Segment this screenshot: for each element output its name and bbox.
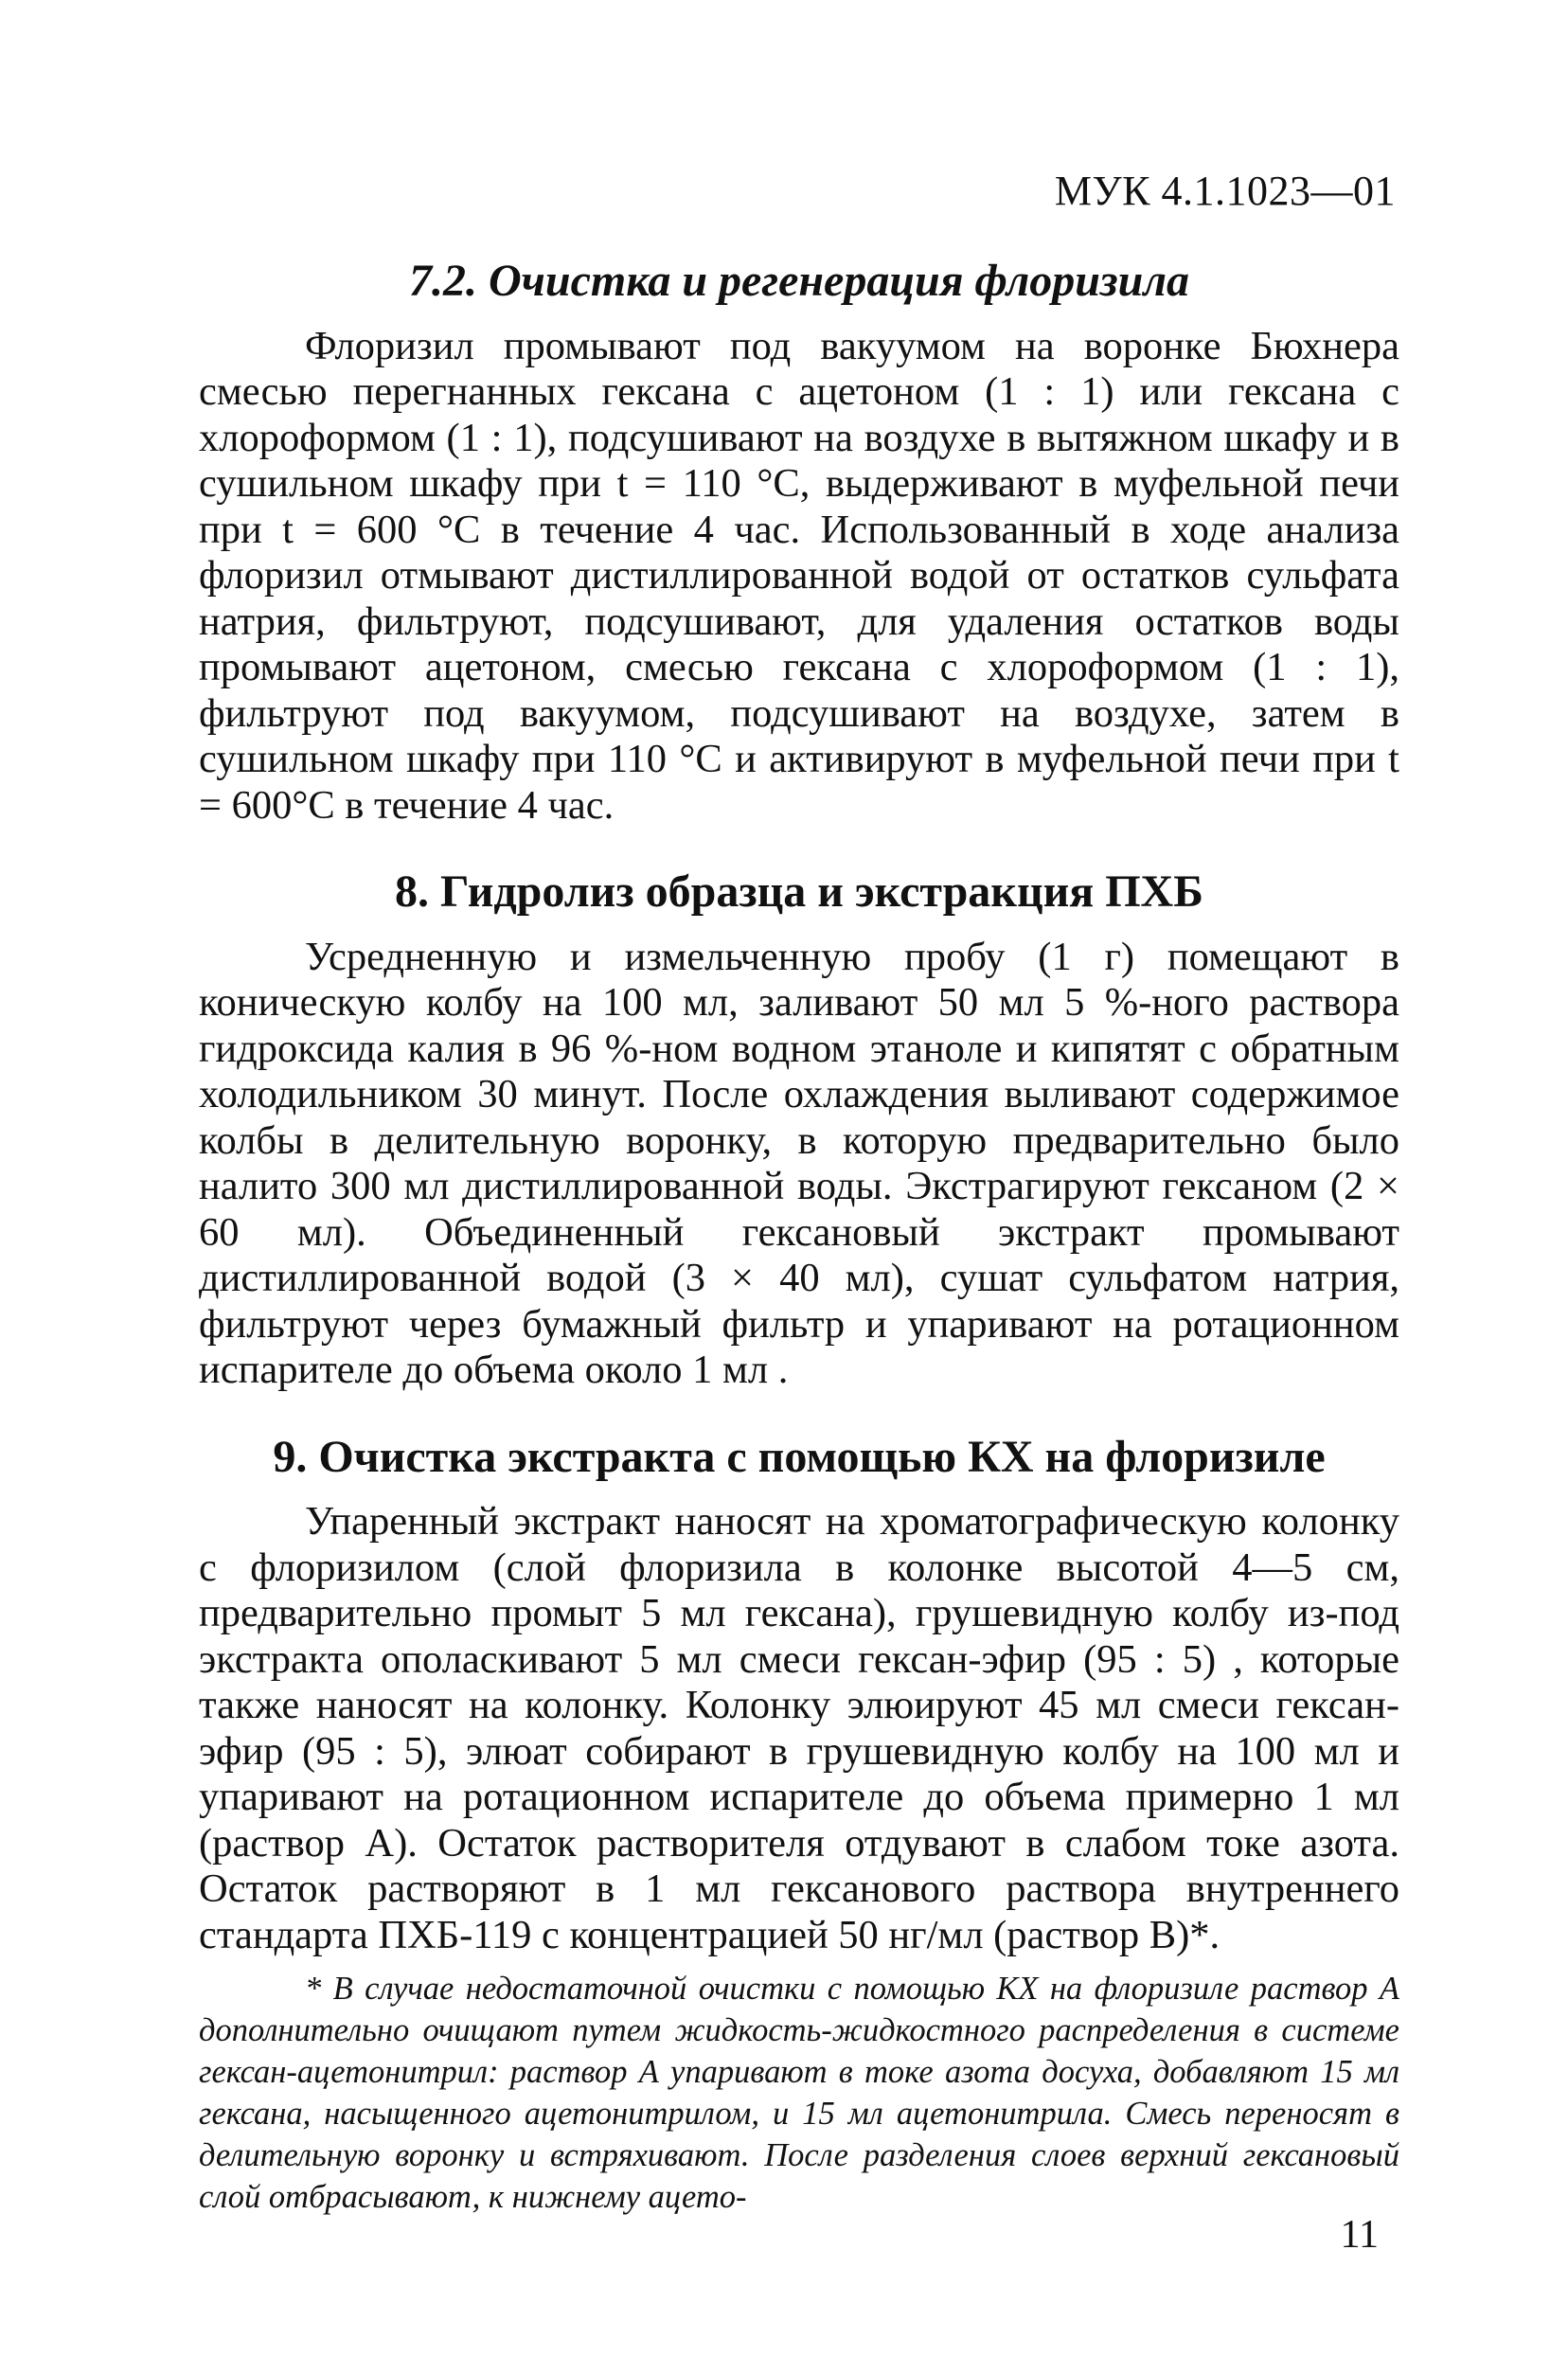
footnote: * В случае недостаточной очистки с помощью КХ на флоризиле раствор А дополнительно очищают путем жидкость-жидкостного распределения в системе гексан-ацетонитрил: раствор А упаривают в токе азота досуха, добавляют 15 мл гексана, насыщенного ацетонитрилом, и 15 мл ацетонитрила. Смесь переносят в делительную воронку и встряхивают. После разделения слоев верхний гексановый слой отбрасывают, к нижнему ацето- <box>199 1971 1399 2216</box>
section-8 <box>199 865 1399 1394</box>
section-9 <box>199 1430 1399 2219</box>
section-7-2 <box>199 254 1399 829</box>
section-heading-8: 8. Гидролиз образца и экстракция ПХБ <box>395 866 1203 918</box>
section-heading-7-2: 7.2. Очистка и регенерация флоризила <box>409 256 1189 306</box>
page-number: 11 <box>1340 2213 1379 2257</box>
section-heading-9: 9. Очистка экстракта с помощью КХ на флоризиле <box>273 1431 1326 1482</box>
section-paragraph-8: Усредненную и измельченную пробу (1 г) помещают в коническую колбу на 100 мл, заливают 50 мл 5 %-ного раствора гидроксида калия в 96 %-ном водном этаноле и кипятят с обратным холодильником 30 минут. После охлаждения выливают содержимое колбы в делительную воронку, в которую предварительно было налито 300 мл дистиллированной воды. Экстрагируют гексаном (2 × 60 мл). Объединенный гексановый экстракт промывают дистиллированной водой (3 × 40 мл), сушат сульфатом натрия, фильтруют через бумажный фильтр и упаривают на ротационном испарителе до объема около 1 мл . <box>199 934 1399 1393</box>
section-paragraph-7-2: Флоризил промывают под вакуумом на воронке Бюхнера смесью перегнанных гексана с ацетоном (1 : 1) или гексана с хлороформом (1 : 1), подсушивают на воздухе в вытяжном шкафу и в сушильном шкафу при t = 110 °С, выдерживают в муфельной печи при t = 600 °С в течение 4 час. Использованный в ходе анализа флоризил отмывают дистиллированной водой от остатков сульфата натрия, фильтруют, подсушивают, для удаления остатков воды промывают ацетоном, смесью гексана с хлороформом (1 : 1), фильтруют под вакуумом, подсушивают на воздухе, затем в сушильном шкафу при 110 °С и активируют в муфельной печи при t = 600°С в течение 4 час. <box>199 323 1399 828</box>
section-paragraph-9: Упаренный экстракт наносят на хроматографическую колонку с флоризилом (слой флоризила в колонке высотой 4—5 см, предварительно промыт 5 мл гексана), грушевидную колбу из-под экстракта ополаскивают 5 мл смеси гексан-эфир (95 : 5) , которые также наносят на колонку. Колонку элюируют 45 мл смеси гексан-эфир (95 : 5), элюат собирают в грушевидную колбу на 100 мл и упаривают на ротационном испарителе до объема примерно 1 мл (раствор А). Остаток растворителя отдувают в слабом токе азота. Остаток растворяют в 1 мл гексанового раствора внутреннего стандарта ПХБ-119 с концентрацией 50 нг/мл (раствор В)*. <box>199 1499 1399 1957</box>
page-content <box>199 254 1399 2218</box>
document-code: МУК 4.1.1023—01 <box>1054 168 1396 214</box>
